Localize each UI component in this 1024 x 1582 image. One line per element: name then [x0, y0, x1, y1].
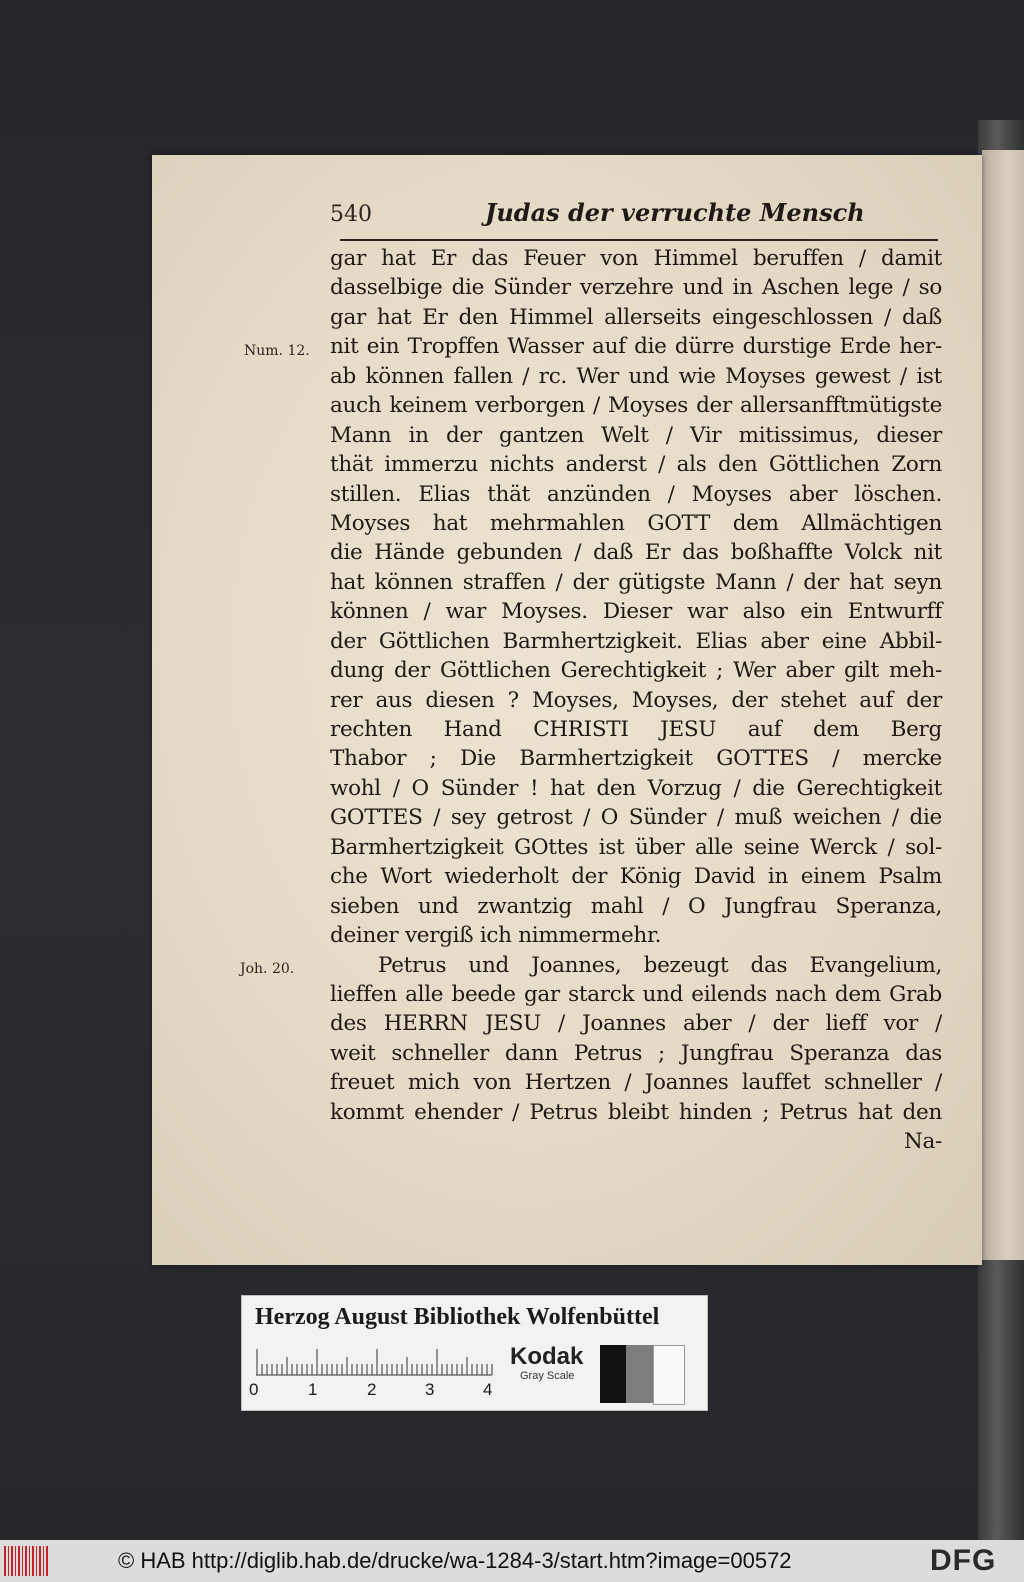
text-line: gar hat Er das Feuer von Himmel beruffen / damit	[330, 246, 942, 271]
text-line: wohl / O Sünder ! hat den Vorzug / die Gerechtigkeit	[330, 775, 942, 801]
ruler-scale	[256, 1348, 496, 1376]
page-header	[330, 198, 940, 238]
text-line: GOTTES / sey getrost / O Sünder / muß weichen / die	[330, 805, 942, 831]
black-swatch	[600, 1345, 626, 1403]
dfg-logo: DFG	[930, 1544, 997, 1577]
ruler-number: 1	[308, 1380, 318, 1399]
text-line: Barmhertzigkeit GOttes ist über alle seine Werck / sol-	[330, 834, 942, 860]
adjacent-page-edge	[982, 150, 1024, 1260]
text-line: sieben und zwantzig mahl / O Jungfrau Speranza,	[330, 893, 942, 919]
text-line: ab können fallen / rc. Wer und wie Moyses gewest / ist	[330, 363, 942, 389]
page-number: 540	[330, 202, 372, 227]
ruler-number: 4	[483, 1380, 493, 1399]
text-line: thät immerzu nichts anderst / als den Göttlichen Zorn	[330, 452, 942, 478]
text-line: Na-	[904, 1129, 942, 1155]
text-line: weit schneller dann Petrus ; Jungfrau Speranza das	[330, 1040, 942, 1066]
text-line: rechten Hand CHRISTI JESU auf dem Berg	[330, 717, 942, 742]
text-line: auch keinem verborgen / Moyses der allersanfftmütigste	[330, 393, 942, 419]
text-line: können / war Moyses. Dieser war also ein Entwurff	[330, 599, 942, 625]
text-line: lieffen alle beede gar starck und eilends nach dem Grab	[330, 981, 942, 1007]
running-head: Judas der verruchte Mensch	[485, 198, 865, 227]
ruler-number: 2	[367, 1380, 377, 1399]
gray-swatch	[626, 1345, 653, 1403]
ruler-number: 0	[249, 1380, 259, 1399]
ruler-numbers	[249, 1380, 509, 1402]
text-line: dasselbige die Sünder verzehre und in Aschen lege / so	[330, 275, 942, 301]
text-line: Thabor ; Die Barmhertzigkeit GOTTES / mercke	[330, 746, 942, 772]
margin-note-num: Num. 12.	[244, 343, 310, 359]
text-line: freuet mich von Hertzen / Joannes lauffet schneller /	[330, 1070, 942, 1096]
text-line: kommt ehender / Petrus bleibt hinden ; Petrus hat den	[330, 1099, 942, 1125]
credit-link[interactable]: © HAB http://diglib.hab.de/drucke/wa-1284-3/start.htm?image=00572	[118, 1548, 792, 1573]
header-rule	[340, 239, 938, 241]
card-title: Herzog August Bibliothek Wolfenbüttel	[255, 1304, 660, 1330]
text-line: deiner vergiß ich nimmermehr.	[330, 923, 662, 949]
text-line: che Wort wiederholt der König David in einem Psalm	[330, 864, 942, 890]
text-line: nit ein Tropffen Wasser auf die dürre durstige Erde her-	[330, 334, 942, 360]
kodak-subtitle: Gray Scale	[520, 1370, 575, 1382]
text-line: die Hände gebunden / daß Er das boßhaffte Volck nit	[330, 540, 942, 566]
white-swatch	[653, 1345, 685, 1405]
text-line: Petrus und Joannes, bezeugt das Evangelium,	[378, 952, 942, 978]
text-line: rer aus diesen ? Moyses, Moyses, der stehet auf der	[330, 687, 942, 713]
kodak-logo: Kodak	[510, 1343, 584, 1370]
body-text	[330, 244, 942, 1157]
text-line: der Göttlichen Barmhertzigkeit. Elias aber eine Abbil-	[330, 628, 942, 654]
ruler-number: 3	[425, 1380, 435, 1399]
text-line: stillen. Elias thät anzünden / Moyses aber löschen.	[330, 481, 942, 507]
text-line: dung der Göttlichen Gerechtigkeit ; Wer aber gilt meh-	[330, 658, 942, 684]
margin-note-joh: Joh. 20.	[240, 961, 295, 977]
text-line: des HERRN JESU / Joannes aber / der lieff vor /	[330, 1011, 942, 1037]
text-line: hat können straffen / der gütigste Mann / der hat seyn	[330, 569, 942, 595]
text-line: Mann in der gantzen Welt / Vir mitissimus, dieser	[330, 422, 942, 448]
text-line: gar hat Er den Himmel allerseits eingeschlossen / daß	[330, 304, 942, 330]
footer-bar	[0, 1540, 1024, 1582]
barcode-icon	[4, 1546, 48, 1576]
color-calibration-card	[241, 1295, 708, 1411]
text-line: Moyses hat mehrmahlen GOTT dem Allmächtigen	[330, 510, 942, 536]
